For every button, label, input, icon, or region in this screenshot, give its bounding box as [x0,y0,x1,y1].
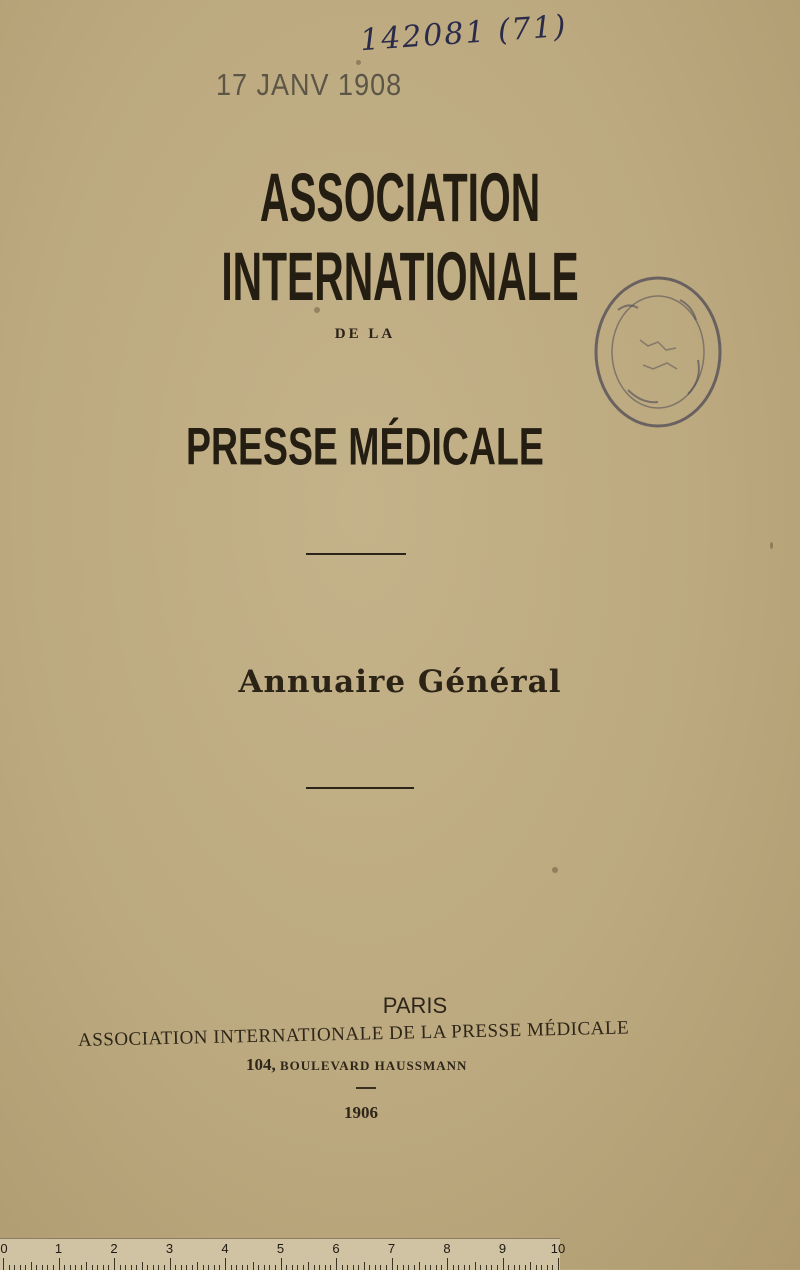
ruler-tick [92,1265,93,1270]
ruler-tick [247,1265,248,1270]
paper-speck [356,60,361,65]
ruler-label: 5 [276,1241,285,1256]
ruler-tick [547,1265,548,1270]
ruler-tick [369,1265,370,1270]
ruler-tick [342,1265,343,1270]
ruler-tick [14,1265,15,1270]
imprint-address [246,1055,467,1075]
ruler-tick [358,1265,359,1270]
ruler-tick [42,1265,43,1270]
ruler-tick [441,1265,442,1270]
title-line-1: ASSOCIATION INTERNATIONALE [221,158,579,316]
ruler-tick [125,1265,126,1270]
ruler-tick [552,1265,553,1270]
ruler-tick [319,1265,320,1270]
ruler-tick [120,1265,121,1270]
title-connector: DE LA [334,326,396,342]
ruler-tick [25,1265,26,1270]
library-seal-stamp [588,270,728,434]
ruler-tick [536,1265,537,1270]
ruler-tick [464,1265,465,1270]
ruler-label: 8 [443,1241,451,1256]
ruler-tick [36,1265,37,1270]
ruler-tick [469,1265,470,1270]
ruler-tick [525,1265,526,1270]
subtitle: Annuaire Général [238,664,562,700]
ruler-tick [375,1265,376,1270]
ruler-tick [64,1265,65,1270]
ruler-tick [158,1265,159,1270]
ruler-label: 9 [498,1241,507,1256]
ruler-label: 7 [387,1241,396,1256]
ruler-tick [53,1265,54,1270]
ruler-label: 3 [165,1241,174,1256]
ruler-tick [292,1265,293,1270]
ruler-tick [303,1265,304,1270]
ruler-tick [225,1258,226,1270]
ruler-tick [558,1258,559,1270]
ruler-tick [47,1265,48,1270]
ruler-tick [186,1265,187,1270]
ruler-tick [297,1265,298,1270]
ruler-tick [242,1265,243,1270]
ruler-tick [480,1265,481,1270]
ruler-tick [214,1265,215,1270]
ruler-tick [108,1265,109,1270]
ruler-tick [330,1265,331,1270]
ruler-tick [236,1265,237,1270]
ruler-tick [408,1265,409,1270]
ruler-label: 10 [550,1241,566,1256]
address-street: BOULEVARD HAUSSMANN [280,1058,468,1073]
handwritten-shelf-mark: 142081 (71) [359,8,569,59]
ruler-label: 4 [221,1241,229,1256]
ruler-tick [508,1265,509,1270]
ruler-tick [9,1265,10,1270]
ruler-tick [514,1265,515,1270]
ruler-tick [231,1265,232,1270]
imprint-city: PARIS [382,993,448,1018]
ruler-tick [336,1258,337,1270]
imprint-dash [356,1087,376,1089]
ruler-tick [147,1265,148,1270]
date-stamp: 17 JANV 1908 [216,68,403,102]
ruler-tick [503,1258,504,1270]
ruler-tick [347,1265,348,1270]
ruler-tick [414,1265,415,1270]
ruler-tick [170,1258,171,1270]
ruler-label: 0 [0,1241,8,1256]
ruler-tick [486,1265,487,1270]
ruler-tick [314,1265,315,1270]
divider-rule [306,787,414,789]
ruler-tick [136,1265,137,1270]
ruler-tick [281,1258,282,1270]
divider-rule [306,553,406,555]
ruler-tick [392,1258,393,1270]
ruler-tick [397,1265,398,1270]
ruler-tick [386,1265,387,1270]
ruler-tick [131,1265,132,1270]
ruler-tick [269,1265,270,1270]
ruler-tick [75,1265,76,1270]
ruler-tick [436,1265,437,1270]
ruler-tick [81,1265,82,1270]
ruler-tick [175,1265,176,1270]
ruler-tick [153,1265,154,1270]
ruler-tick [286,1265,287,1270]
ruler-tick [380,1265,381,1270]
scale-ruler [0,1238,566,1270]
ruler-tick [103,1265,104,1270]
ruler-tick [491,1265,492,1270]
ruler-tick [59,1258,60,1270]
ruler-tick [208,1265,209,1270]
ruler-label: 6 [332,1241,340,1256]
ruler-tick [97,1265,98,1270]
ruler-tick [20,1265,21,1270]
ruler-tick [519,1265,520,1270]
ruler-tick [497,1265,498,1270]
ruler-tick [430,1265,431,1270]
imprint-publisher: ASSOCIATION INTERNATIONALE DE LA PRESSE MÉDICALE [77,1017,630,1051]
ruler-tick [458,1265,459,1270]
ruler-tick [70,1265,71,1270]
ruler-tick [453,1265,454,1270]
ruler-tick [425,1265,426,1270]
ruler-tick [541,1265,542,1270]
ruler-tick [275,1265,276,1270]
title-line-2: PRESSE MÉDICALE [185,418,544,477]
ruler-tick [164,1265,165,1270]
ruler-tick [114,1258,115,1270]
ruler-tick [325,1265,326,1270]
ruler-tick [403,1265,404,1270]
ruler-label: 2 [110,1241,118,1256]
ruler-tick [3,1258,4,1270]
address-number: 104, [246,1055,276,1074]
ruler-tick [192,1265,193,1270]
ruler-tick [258,1265,259,1270]
ruler-tick [203,1265,204,1270]
ruler-label: 1 [54,1241,63,1256]
ruler-tick [353,1265,354,1270]
ruler-tick [181,1265,182,1270]
ruler-tick [447,1258,448,1270]
ruler-tick [219,1265,220,1270]
paper-speck [770,542,773,549]
paper-speck [552,867,558,873]
ruler-tick [264,1265,265,1270]
imprint-year: 1906 [344,1103,378,1122]
